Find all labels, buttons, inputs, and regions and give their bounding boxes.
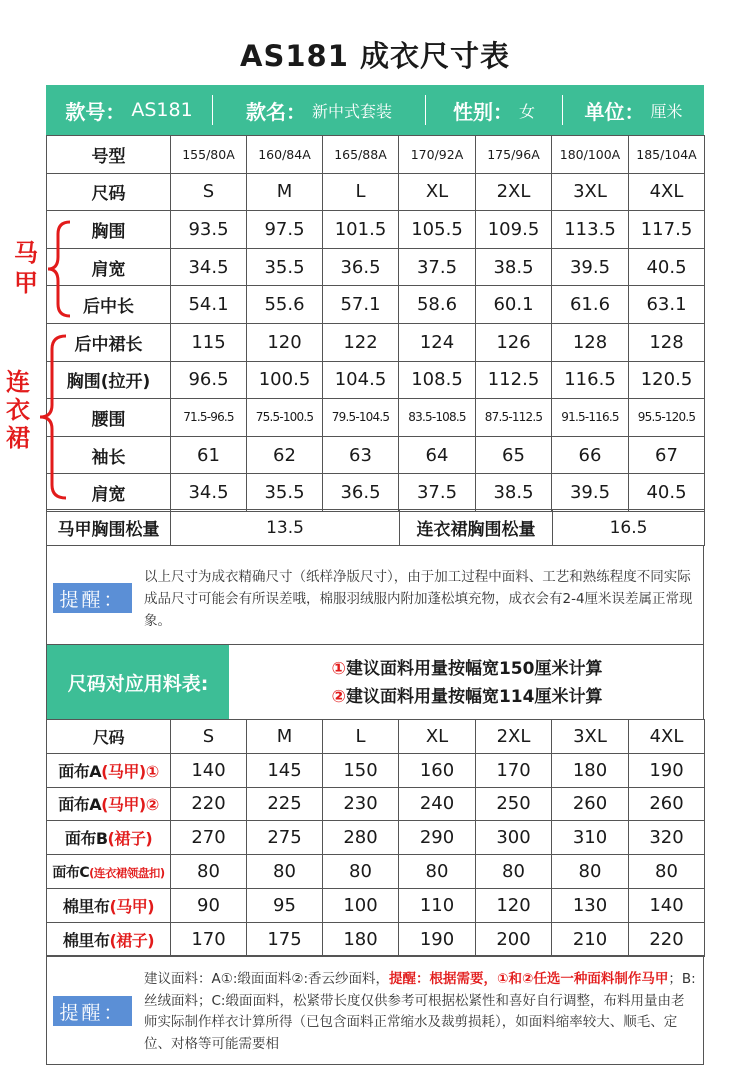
table-cell: 80 (629, 855, 705, 889)
table-cell: 120 (247, 323, 323, 361)
table-cell: 55.6 (247, 286, 323, 324)
label-sub: (裙子) (109, 930, 155, 950)
table-cell: 101.5 (323, 211, 399, 249)
notice-tag: 提醒： (53, 583, 132, 613)
size-cell: M (247, 720, 323, 754)
notice-text (144, 969, 696, 1055)
style-no-label: 款号： (65, 99, 126, 124)
table-cell: 79.5-104.5 (323, 399, 399, 437)
table-cell: 95.5-120.5 (629, 399, 705, 437)
table-cell: 38.5 (476, 474, 552, 512)
rule-number: ① (331, 659, 346, 679)
notice-box-2 (46, 955, 704, 1065)
style-no-value: AS181 (131, 99, 193, 121)
table-cell: 63 (323, 436, 399, 474)
table-cell: 109.5 (476, 211, 552, 249)
unit-label: 单位： (584, 99, 645, 124)
size-cell: 3XL (552, 173, 629, 211)
table-cell: 260 (629, 787, 705, 821)
table-cell: 80 (323, 855, 399, 889)
size-cell: L (323, 173, 399, 211)
row-label: 肩宽 (47, 474, 171, 512)
table-cell: 97.5 (247, 211, 323, 249)
ease-table (46, 509, 705, 546)
style-no (46, 85, 212, 135)
row-label (47, 922, 171, 956)
table-cell: 64 (399, 436, 476, 474)
table-cell: 39.5 (552, 474, 629, 512)
row-label: 肩宽 (47, 248, 171, 286)
label-main: 面布B (64, 829, 108, 849)
table-cell: 104.5 (323, 361, 399, 399)
table-row (47, 323, 705, 361)
table-cell: 66 (552, 436, 629, 474)
size-cell: S (171, 173, 247, 211)
table-cell: 34.5 (171, 248, 247, 286)
table-cell: 130 (552, 888, 629, 922)
label-main: 面布A (58, 761, 102, 781)
table-cell: 280 (323, 821, 399, 855)
table-cell: 75.5-100.5 (247, 399, 323, 437)
table-cell: 175 (247, 922, 323, 956)
table-cell: 35.5 (247, 474, 323, 512)
row-label (47, 821, 171, 855)
table-row (47, 286, 705, 324)
table-cell: 80 (171, 855, 247, 889)
table-cell: 140 (629, 888, 705, 922)
unit (563, 85, 704, 135)
table-cell: 128 (552, 323, 629, 361)
fabric-rules (229, 655, 705, 711)
table-cell: 260 (552, 787, 629, 821)
table-cell: 320 (629, 821, 705, 855)
table-row (47, 474, 705, 512)
table-cell: 170 (171, 922, 247, 956)
table-cell: 80 (552, 855, 629, 889)
table-cell: 115 (171, 323, 247, 361)
table-row (47, 510, 705, 546)
table-cell: 110 (399, 888, 476, 922)
table-cell: 57.1 (323, 286, 399, 324)
dress-ease-value: 16.5 (553, 510, 705, 546)
size-label: 尺码 (47, 173, 171, 211)
fabric-table (46, 719, 705, 957)
size-cell: XL (399, 173, 476, 211)
table-cell: 122 (323, 323, 399, 361)
table-cell: 90 (171, 888, 247, 922)
label-sub: (连衣裙领盘扣) (89, 865, 165, 880)
row-label: 后中长 (47, 286, 171, 324)
table-cell: 225 (247, 787, 323, 821)
table-cell: 39.5 (552, 248, 629, 286)
info-bar (46, 85, 704, 135)
table-cell: 67 (629, 436, 705, 474)
model-cell: 155/80A (171, 136, 247, 174)
table-cell: 93.5 (171, 211, 247, 249)
table-cell: 150 (323, 753, 399, 787)
table-row-size (47, 173, 705, 211)
table-row (47, 399, 705, 437)
table-cell: 160 (399, 753, 476, 787)
row-label: 腰围 (47, 399, 171, 437)
table-cell: 112.5 (476, 361, 552, 399)
table-cell: 54.1 (171, 286, 247, 324)
table-row (47, 855, 705, 889)
table-cell: 250 (476, 787, 552, 821)
table-cell: 190 (399, 922, 476, 956)
label-sub: (裙子) (107, 829, 153, 849)
unit-value: 厘米 (650, 101, 683, 121)
table-cell: 61 (171, 436, 247, 474)
table-cell: 230 (323, 787, 399, 821)
row-label (47, 888, 171, 922)
table-cell: 290 (399, 821, 476, 855)
label-main: 面布C (52, 864, 90, 881)
table-cell: 240 (399, 787, 476, 821)
table-cell: 100 (323, 888, 399, 922)
label-main: 棉里布 (62, 930, 110, 950)
row-label (47, 753, 171, 787)
table-cell: 105.5 (399, 211, 476, 249)
table-cell: 80 (399, 855, 476, 889)
rule-text: 建议面料用量按幅宽150厘米计算 (345, 659, 603, 679)
size-cell: 2XL (476, 720, 552, 754)
table-cell: 62 (247, 436, 323, 474)
table-row-size (47, 720, 705, 754)
rule-text: 建议面料用量按幅宽114厘米计算 (345, 687, 603, 707)
table-cell: 180 (552, 753, 629, 787)
row-label: 袖长 (47, 436, 171, 474)
size-cell: S (171, 720, 247, 754)
table-cell: 116.5 (552, 361, 629, 399)
table-cell: 36.5 (323, 474, 399, 512)
table-cell: 126 (476, 323, 552, 361)
table-cell: 300 (476, 821, 552, 855)
table-cell: 220 (629, 922, 705, 956)
model-cell: 165/88A (323, 136, 399, 174)
gender (426, 85, 562, 135)
fabric-rule-2 (229, 683, 705, 711)
notice-text-a: 建议面料：A①:缎面面料②:香云纱面料， (144, 971, 390, 987)
table-cell: 270 (171, 821, 247, 855)
table-cell: 140 (171, 753, 247, 787)
table-cell: 220 (171, 787, 247, 821)
table-cell: 95 (247, 888, 323, 922)
table-cell: 170 (476, 753, 552, 787)
table-cell: 128 (629, 323, 705, 361)
size-cell: M (247, 173, 323, 211)
table-cell: 37.5 (399, 474, 476, 512)
model-cell: 170/92A (399, 136, 476, 174)
table-cell: 124 (399, 323, 476, 361)
size-cell: 2XL (476, 173, 552, 211)
table-cell: 100.5 (247, 361, 323, 399)
rule-number: ② (331, 687, 346, 707)
table-row (47, 361, 705, 399)
label-sub: (马甲)② (101, 795, 159, 815)
size-cell: 3XL (552, 720, 629, 754)
table-cell: 63.1 (629, 286, 705, 324)
size-label: 尺码 (47, 720, 171, 754)
table-row (47, 922, 705, 956)
table-cell: 275 (247, 821, 323, 855)
table-row (47, 787, 705, 821)
size-cell: 4XL (629, 173, 705, 211)
row-label: 胸围 (47, 211, 171, 249)
table-cell: 61.6 (552, 286, 629, 324)
vest-ease-label: 马甲胸围松量 (47, 510, 171, 546)
row-label (47, 787, 171, 821)
table-cell: 65 (476, 436, 552, 474)
table-cell: 40.5 (629, 248, 705, 286)
row-label (47, 855, 171, 889)
table-row (47, 211, 705, 249)
table-row (47, 888, 705, 922)
table-cell: 210 (552, 922, 629, 956)
table-cell: 96.5 (171, 361, 247, 399)
notice-text-c: ；B:丝绒面料；C:缎面面料，松紧带长度仅供参考可根据松紧性和喜好自行调整，布料用量由老师实际制作样衣计算所得（已包含面料正常缩水及裁剪损耗），如面料缩率较大、顺毛、定位、对格等可能需要相 (144, 971, 696, 1052)
vest-group-label: 马甲 (14, 239, 38, 297)
model-cell: 175/96A (476, 136, 552, 174)
notice-box (46, 545, 704, 645)
table-cell: 120 (476, 888, 552, 922)
row-label: 后中裙长 (47, 323, 171, 361)
notice-text-highlight: 提醒：根据需要，①和②任选一种面料制作马甲 (389, 971, 669, 987)
notice-tag: 提醒： (53, 996, 132, 1026)
table-cell: 58.6 (399, 286, 476, 324)
table-cell: 40.5 (629, 474, 705, 512)
table-cell: 120.5 (629, 361, 705, 399)
table-cell: 145 (247, 753, 323, 787)
table-row (47, 753, 705, 787)
table-cell: 38.5 (476, 248, 552, 286)
table-cell: 113.5 (552, 211, 629, 249)
fabric-header (46, 645, 704, 720)
gender-label: 性别： (452, 99, 513, 124)
table-row-model (47, 136, 705, 174)
size-table (46, 135, 705, 512)
table-cell: 180 (323, 922, 399, 956)
label-sub: (马甲)① (101, 761, 159, 781)
table-cell: 108.5 (399, 361, 476, 399)
table-cell: 60.1 (476, 286, 552, 324)
table-row (47, 821, 705, 855)
page-title: AS181 成衣尺寸表 (240, 39, 510, 73)
table-cell: 117.5 (629, 211, 705, 249)
gender-value: 女 (518, 101, 535, 121)
style-name-value: 新中式套装 (311, 101, 392, 121)
table-row (47, 248, 705, 286)
fabric-rule-1 (229, 655, 705, 683)
table-cell: 310 (552, 821, 629, 855)
table-cell: 34.5 (171, 474, 247, 512)
model-cell: 160/84A (247, 136, 323, 174)
table-cell: 200 (476, 922, 552, 956)
table-cell: 35.5 (247, 248, 323, 286)
row-label: 胸围(拉开) (47, 361, 171, 399)
table-cell: 87.5-112.5 (476, 399, 552, 437)
label-main: 面布A (58, 795, 102, 815)
fabric-title: 尺码对应用料表: (47, 645, 229, 720)
style-name (213, 85, 425, 135)
table-cell: 80 (476, 855, 552, 889)
size-cell: XL (399, 720, 476, 754)
table-cell: 36.5 (323, 248, 399, 286)
table-cell: 83.5-108.5 (399, 399, 476, 437)
label-main: 棉里布 (62, 896, 110, 916)
model-cell: 185/104A (629, 136, 705, 174)
model-label: 号型 (47, 136, 171, 174)
table-cell: 91.5-116.5 (552, 399, 629, 437)
vest-bracket (44, 219, 72, 319)
table-cell: 37.5 (399, 248, 476, 286)
vest-ease-value: 13.5 (171, 510, 400, 546)
dress-ease-label: 连衣裙胸围松量 (400, 510, 553, 546)
table-cell: 71.5-96.5 (171, 399, 247, 437)
dress-bracket (36, 333, 68, 501)
model-cell: 180/100A (552, 136, 629, 174)
table-cell: 190 (629, 753, 705, 787)
size-cell: 4XL (629, 720, 705, 754)
style-name-label: 款名： (245, 99, 306, 124)
notice-text: 以上尺寸为成衣精确尺寸（纸样净版尺寸），由于加工过程中面料、工艺和熟练程度不同实际成品尺寸可能会有所误差哦，棉服羽绒服内附加蓬松填充物，成衣会有2-4厘米误差属正常现象。 (144, 569, 693, 629)
label-sub: (马甲) (109, 896, 155, 916)
table-cell: 80 (247, 855, 323, 889)
table-row (47, 436, 705, 474)
size-cell: L (323, 720, 399, 754)
dress-group-label: 连衣裙 (6, 368, 30, 452)
